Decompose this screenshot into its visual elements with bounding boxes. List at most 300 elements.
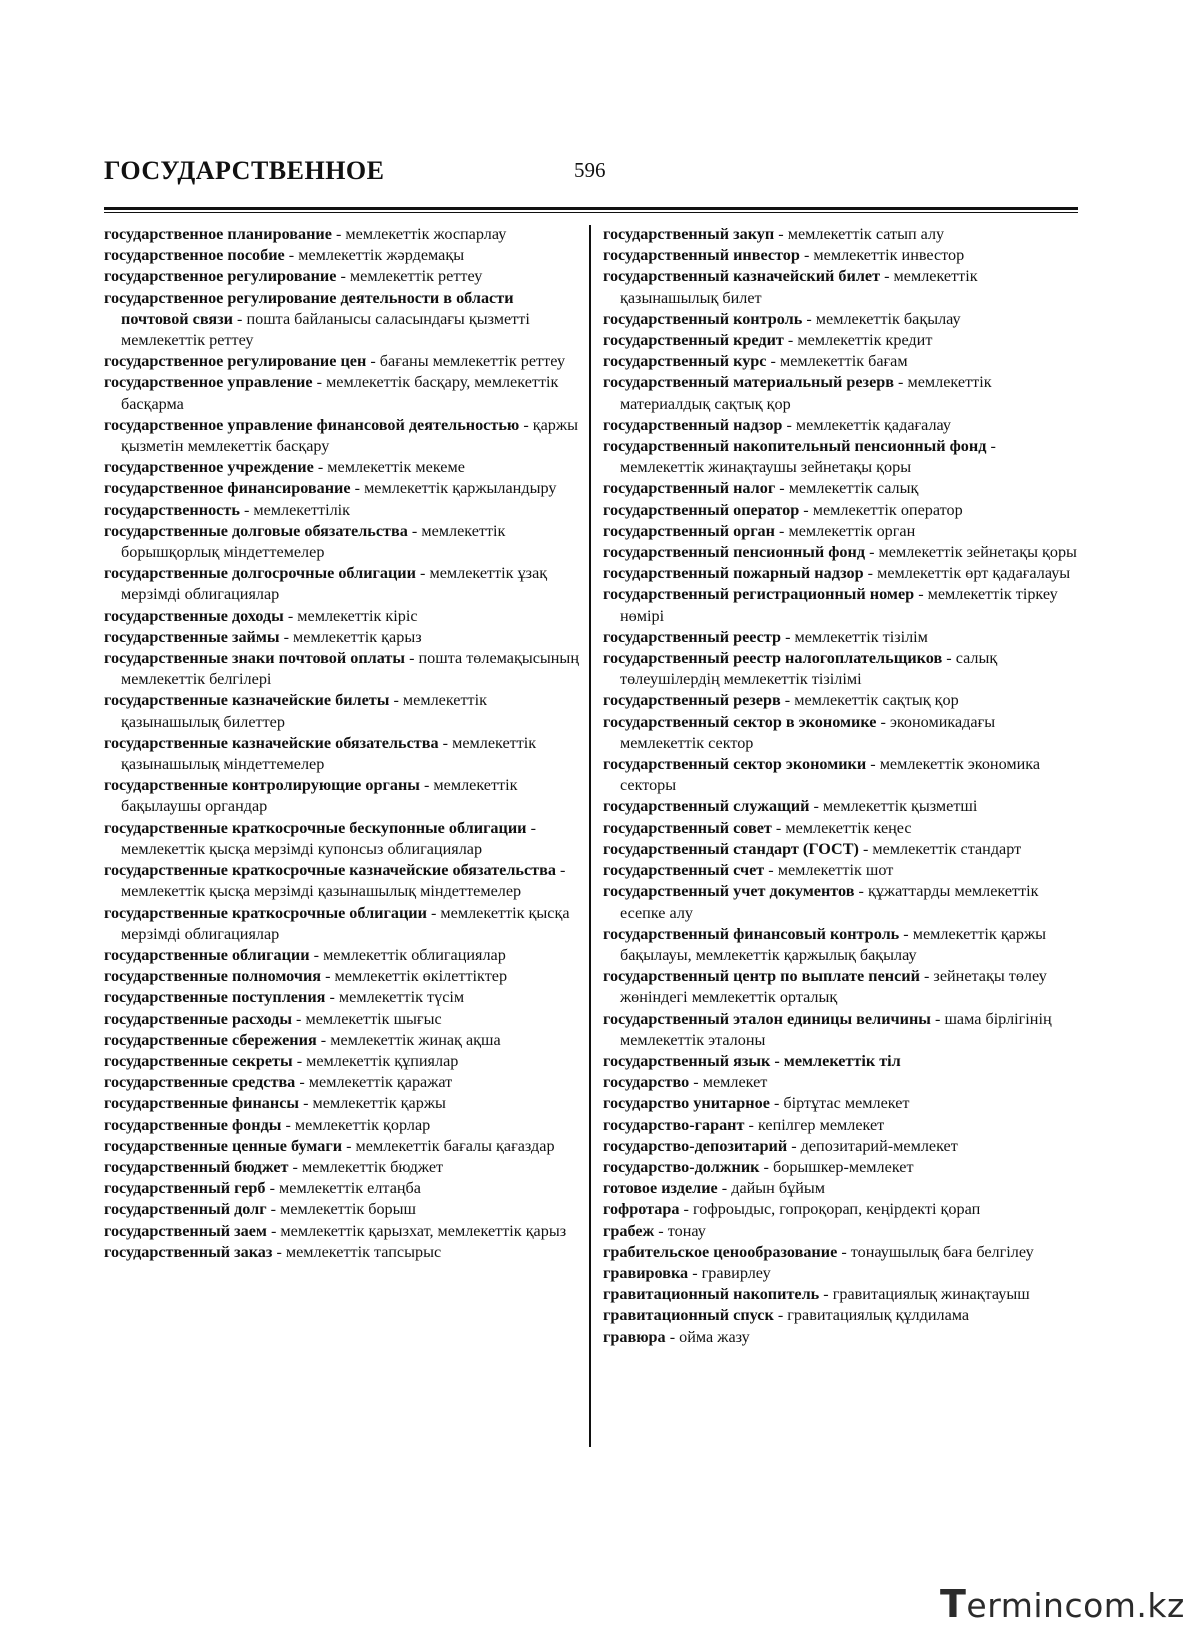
entry-separator: -	[919, 967, 934, 986]
dictionary-entry	[603, 563, 1079, 584]
dictionary-entry	[104, 1136, 582, 1157]
entry-translation: мемлекеттік борыш	[280, 1200, 416, 1219]
entry-translation: мемлекеттік сақтық қор	[794, 691, 959, 710]
entry-separator: -	[309, 945, 324, 964]
entry-term: государство	[603, 1073, 690, 1092]
entry-separator: -	[764, 861, 778, 880]
entry-term: государственные расходы	[104, 1009, 292, 1028]
entry-separator: -	[312, 373, 327, 392]
dictionary-entry	[603, 648, 1079, 690]
entry-translation: зейнетақы төлеу жөніндегі мемлекеттік орталық	[620, 967, 1047, 1007]
dictionary-entry	[104, 1009, 582, 1030]
dictionary-entry	[603, 1199, 1079, 1220]
entry-separator: -	[288, 1157, 302, 1176]
entry-translation: мемлекеттік елтаңба	[279, 1179, 421, 1198]
entry-separator: -	[837, 1242, 851, 1261]
entry-translation: мемлекеттік салық	[788, 479, 919, 498]
dictionary-entry	[603, 309, 1079, 330]
entry-translation: мемлекеттік ұзақ мерзімді облигациялар	[121, 564, 548, 604]
entry-translation: мемлекеттік жинақ ақша	[330, 1030, 501, 1049]
entry-translation: мемлекеттік стандарт	[872, 839, 1022, 858]
entry-separator: -	[407, 521, 422, 540]
dictionary-entry	[603, 351, 1079, 372]
entry-separator: -	[526, 818, 536, 837]
dictionary-entry	[104, 1072, 582, 1093]
entry-translation: мемлекеттік қызметші	[822, 797, 978, 816]
entry-translation: мемлекеттік тіркеу нөмірі	[620, 585, 1058, 625]
entry-separator: -	[769, 1094, 784, 1113]
entry-separator: -	[321, 967, 335, 986]
dictionary-entry	[104, 775, 582, 817]
dictionary-entry	[603, 1242, 1079, 1263]
entry-separator: -	[272, 1242, 286, 1261]
dictionary-entry	[104, 245, 582, 266]
entry-separator: -	[555, 861, 566, 880]
dictionary-entry	[603, 924, 1079, 966]
entry-translation: мемлекеттік кіріс	[297, 606, 418, 625]
entry-translation: мемлекеттік мекеме	[327, 458, 465, 477]
dictionary-entry	[603, 245, 1079, 266]
entry-translation: мемлекеттік жәрдемақы	[298, 246, 465, 265]
dictionary-entry	[603, 1136, 1079, 1157]
entry-translation: мемлекеттік кредит	[797, 331, 933, 350]
entry-translation: мемлекеттік бақылау	[815, 309, 961, 328]
entry-separator: -	[744, 1115, 758, 1134]
dictionary-entry	[603, 436, 1079, 478]
entry-translation: гравитациялық құлдилама	[787, 1306, 970, 1325]
entry-separator: -	[858, 839, 873, 858]
dictionary-entry	[603, 1305, 1079, 1326]
entry-term: государство-гарант	[603, 1115, 745, 1134]
entry-term: государственное регулирование	[104, 267, 337, 286]
entry-translation: мемлекеттік борышқорлық міндеттемелер	[121, 521, 506, 562]
entry-translation: мемлекеттік қаржыландыру	[364, 479, 557, 498]
entry-translation: мемлекеттік инвестор	[813, 246, 965, 265]
entry-term: государственный кредит	[603, 331, 784, 350]
entry-separator: -	[419, 776, 434, 795]
left-column	[104, 224, 582, 1263]
entry-separator: -	[239, 500, 254, 519]
entry-translation: салық төлеушілердің мемлекеттік тізілімі	[620, 649, 998, 689]
watermark-logo-letter: T	[940, 1582, 967, 1626]
entry-translation: мемлекеттік түсім	[338, 988, 465, 1007]
entry-term: государство унитарное	[603, 1094, 770, 1113]
entry-term: государственные фонды	[104, 1115, 282, 1134]
dictionary-entry	[104, 1051, 582, 1072]
entry-translation: мемлекеттік экономика секторы	[620, 755, 1041, 795]
entry-term: государственный пенсионный фонд	[603, 543, 866, 562]
entry-translation: гофроыдыс, гопроқорап, кеңірдекті қорап	[692, 1200, 981, 1219]
entry-translation: құжаттарды мемлекеттік есепке алу	[620, 882, 1039, 922]
entry-term: государственный оператор	[603, 500, 800, 519]
entry-term: государственные долгосрочные облигации	[104, 564, 416, 583]
entry-term: государственный эталон единицы величины	[603, 1009, 931, 1028]
entry-separator: -	[775, 479, 789, 498]
dictionary-entry	[104, 478, 582, 499]
entry-translation: мемлекеттік қазынашылық міндеттемелер	[121, 733, 537, 774]
dictionary-entry	[603, 1009, 1079, 1051]
entry-separator: -	[266, 1200, 281, 1219]
dictionary-entry	[104, 966, 582, 987]
entry-translation: гравитациялық жинақтауыш	[832, 1285, 1030, 1304]
entry-translation: мемлекеттілік	[253, 500, 351, 519]
entry-term: государственные займы	[104, 627, 280, 646]
entry-separator: -	[325, 988, 339, 1007]
dictionary-entry	[603, 1263, 1079, 1284]
entry-term: государственный совет	[603, 818, 772, 837]
entry-separator: -	[773, 1306, 788, 1325]
dictionary-entry	[104, 733, 582, 775]
entry-term: государственный сектор в экономике	[603, 712, 877, 731]
entry-term: государственные сбережения	[104, 1030, 317, 1049]
entry-separator: -	[291, 1009, 306, 1028]
dictionary-entry	[104, 500, 582, 521]
entry-translation: депозитарий-мемлекет	[800, 1136, 958, 1155]
dictionary-entry	[603, 818, 1079, 839]
entry-separator: -	[283, 606, 298, 625]
entry-separator: -	[331, 225, 346, 243]
entry-translation: мемлекеттік қаржы бақылауы, мемлекеттік қаржылық бақылау	[620, 924, 1047, 964]
entry-separator: -	[787, 1136, 801, 1155]
entry-term: грабеж	[603, 1221, 655, 1240]
dictionary-entry	[104, 1178, 582, 1199]
entry-translation: мемлекеттік оператор	[812, 500, 963, 519]
entry-translation: мемлекеттік шығыс	[305, 1009, 442, 1028]
entry-term: государственные полномочия	[104, 967, 322, 986]
entry-translation: борышкер-мемлекет	[772, 1157, 914, 1176]
dictionary-entry	[104, 690, 582, 732]
entry-translation: тонаушылық баға белгілеу	[850, 1242, 1034, 1261]
entry-term: государственное учреждение	[104, 458, 314, 477]
dictionary-entry	[104, 903, 582, 945]
entry-separator: -	[930, 1009, 945, 1028]
entry-term: государственный центр по выплате пенсий	[603, 967, 920, 986]
entry-term: государственность	[104, 500, 240, 519]
dictionary-entry	[603, 1157, 1079, 1178]
entry-translation: мемлекеттік қарыз	[293, 627, 422, 646]
entry-term: государственные ценные бумаги	[104, 1136, 343, 1155]
entry-separator: -	[771, 818, 786, 837]
entry-translation: мемлекеттік өкілеттіктер	[334, 967, 508, 986]
entry-term: государственный закуп	[603, 225, 775, 243]
entry-term: государственные поступления	[104, 988, 326, 1007]
entry-separator: -	[350, 479, 365, 498]
entry-separator: -	[942, 649, 956, 668]
entry-term: гравировка	[603, 1263, 689, 1282]
entry-term: государственный накопительный пенсионный фонд	[603, 437, 987, 456]
entry-term: грабительское ценообразование	[603, 1242, 838, 1261]
dictionary-entry	[104, 1199, 582, 1220]
entry-separator: -	[894, 373, 908, 392]
entry-term: государственные финансы	[104, 1094, 300, 1113]
right-column	[603, 224, 1079, 1348]
entry-term: государственный реестр	[603, 627, 782, 646]
entry-term: государственный материальный резерв	[603, 373, 894, 392]
dictionary-entry	[603, 1284, 1079, 1305]
entry-term: государственное регулирование деятельности в области почтовой связи	[104, 288, 514, 328]
dictionary-entry	[603, 415, 1079, 436]
entry-separator: -	[876, 712, 890, 731]
entry-translation: пошта байланысы саласындағы қызметті мемлекеттік реттеу	[121, 309, 530, 350]
entry-translation: мемлекеттік облигациялар	[323, 945, 506, 964]
entry-translation: мемлекеттік қысқа мерзімді қазынашылық міндеттемелер	[121, 882, 522, 901]
dictionary-entry	[603, 500, 1079, 521]
entry-separator: -	[819, 1285, 833, 1304]
entry-term: государственные краткосрочные казначейские обязательства	[104, 861, 556, 880]
entry-term: государственный служащий	[603, 797, 810, 816]
entry-translation: қаржы қызметін мемлекеттік басқару	[121, 415, 578, 456]
dictionary-entry	[104, 987, 582, 1008]
entry-term: государственный надзор	[603, 415, 783, 434]
dictionary-entry	[104, 606, 582, 627]
entry-term: государственное управление	[104, 373, 313, 392]
entry-separator: -	[914, 585, 928, 604]
dictionary-entry	[104, 1221, 582, 1242]
entry-term: государственные краткосрочные бескупонные облигации	[104, 818, 527, 837]
watermark-logo	[940, 1582, 1185, 1626]
entry-separator: -	[809, 797, 823, 816]
dictionary-entry	[603, 1115, 1079, 1136]
entry-term: государство-депозитарий	[603, 1136, 788, 1155]
entry-term: государственный финансовый контроль	[603, 924, 900, 943]
dictionary-entry	[603, 330, 1079, 351]
dictionary-entry	[104, 266, 582, 287]
entry-separator: -	[865, 543, 879, 562]
entry-translation: кепілгер мемлекет	[757, 1115, 885, 1134]
dictionary-entry	[603, 690, 1079, 711]
entry-separator: -	[863, 564, 878, 583]
entry-separator: -	[336, 267, 350, 286]
entry-separator: -	[299, 1094, 313, 1113]
entry-term: государственные казначейские обязательства	[104, 733, 439, 752]
entry-translation: біртұтас мемлекет	[783, 1094, 910, 1113]
entry-separator: -	[799, 500, 813, 519]
entry-separator: -	[342, 1136, 356, 1155]
entry-separator: -	[519, 415, 533, 434]
entry-separator: -	[295, 1073, 309, 1092]
dictionary-entry	[104, 648, 582, 690]
entry-translation: шама бірлігінің мемлекеттік эталоны	[620, 1009, 1052, 1049]
dictionary-entry	[603, 266, 1079, 308]
entry-translation: мемлекеттік бағам	[779, 352, 908, 371]
dictionary-entry	[104, 1157, 582, 1178]
dictionary-entry	[603, 584, 1079, 626]
entry-translation: мемлекеттік құпиялар	[306, 1051, 459, 1070]
entry-translation: дайын бұйым	[731, 1179, 825, 1198]
entry-separator: -	[366, 352, 380, 371]
dictionary-entry	[603, 754, 1079, 796]
entry-separator: -	[265, 1179, 280, 1198]
entry-translation: мемлекет	[702, 1073, 768, 1092]
dictionary-entry	[603, 1221, 1079, 1242]
entry-separator: -	[316, 1030, 331, 1049]
entry-term: государственные средства	[104, 1073, 296, 1092]
entry-separator: -	[426, 903, 441, 922]
dictionary-entry	[603, 627, 1079, 648]
entry-separator: -	[986, 437, 996, 456]
dictionary-entry	[603, 1178, 1079, 1199]
entry-term: государственный сектор экономики	[603, 755, 867, 774]
entry-separator: -	[774, 225, 788, 243]
dictionary-entry	[104, 224, 582, 245]
entry-separator: -	[799, 246, 814, 265]
dictionary-entry	[603, 521, 1079, 542]
dictionary-entry	[603, 478, 1079, 499]
entry-term: государственные долговые обязательства	[104, 521, 408, 540]
entry-separator: -	[281, 1115, 295, 1134]
entry-term: государственный заказ	[104, 1242, 273, 1261]
entry-separator: -	[774, 521, 789, 540]
entry-translation: пошта төлемақысының мемлекеттік белгілері	[121, 649, 579, 689]
dictionary-entry	[603, 860, 1079, 881]
entry-translation: мемлекеттік материалдық сақтық қор	[620, 373, 992, 413]
entry-translation: тонау	[667, 1221, 706, 1240]
header-rule-thin	[104, 212, 1078, 213]
entry-term: гофротара	[603, 1200, 680, 1219]
header-rule	[104, 207, 1078, 210]
column-divider	[589, 225, 591, 1447]
entry-translation: мемлекеттік тапсырыс	[285, 1242, 442, 1261]
entry-translation: мемлекеттік бюджет	[301, 1157, 444, 1176]
entry-separator: -	[284, 246, 299, 265]
entry-translation: мемлекеттік қадағалау	[795, 415, 952, 434]
entry-term: гравитационный накопитель	[603, 1285, 820, 1304]
dictionary-entry	[104, 415, 582, 457]
entry-term: государственное финансирование	[104, 479, 351, 498]
entry-separator: -	[389, 691, 403, 710]
entry-separator: -	[802, 309, 816, 328]
entry-translation: бағаны мемлекеттік реттеу	[379, 352, 566, 371]
entry-term: государственный резерв	[603, 691, 781, 710]
entry-separator: -	[759, 1157, 773, 1176]
entry-term: государственный налог	[603, 479, 776, 498]
dictionary-entry	[104, 563, 582, 605]
dictionary-entry	[104, 818, 582, 860]
entry-translation: мемлекеттік бақылаушы органдар	[121, 776, 518, 816]
dictionary-entry	[603, 1051, 1079, 1072]
entry-term: государственный пожарный надзор	[603, 564, 864, 583]
entry-translation: ойма жазу	[679, 1327, 750, 1346]
running-header: ГОСУДАРСТВЕННОЕ	[104, 156, 385, 185]
entry-term: государственный язык - мемлекеттік тіл	[603, 1051, 901, 1070]
entry-translation: мемлекеттік өрт қадағалауы	[877, 564, 1071, 583]
entry-term: государственные секреты	[104, 1051, 293, 1070]
entry-separator: -	[405, 649, 419, 668]
entry-translation: мемлекеттік қаржы	[312, 1094, 446, 1113]
entry-translation: гравирлеу	[701, 1263, 771, 1282]
dictionary-entry	[603, 1093, 1079, 1114]
entry-separator: -	[415, 564, 430, 583]
dictionary-entry	[104, 372, 582, 414]
entry-separator: -	[679, 1200, 693, 1219]
entry-separator: -	[717, 1179, 732, 1198]
entry-separator: -	[766, 352, 780, 371]
entry-term: государственный реестр налогоплательщиков	[603, 649, 943, 668]
entry-translation: мемлекеттік қарызхат, мемлекеттік қарыз	[280, 1221, 567, 1240]
entry-term: государственные знаки почтовой оплаты	[104, 649, 406, 668]
entry-translation: мемлекеттік зейнетақы қоры	[878, 543, 1077, 562]
entry-translation: мемлекеттік қысқа мерзімді облигациялар	[121, 903, 570, 943]
entry-separator: -	[232, 309, 247, 328]
entry-term: государственный счет	[603, 861, 765, 880]
entry-term: государство-должник	[603, 1157, 760, 1176]
entry-term: государственный бюджет	[104, 1157, 289, 1176]
entry-separator: -	[654, 1221, 668, 1240]
entry-term: государственные контролирующие органы	[104, 776, 420, 795]
entry-term: гравюра	[603, 1327, 666, 1346]
dictionary-entry	[603, 372, 1079, 414]
entry-translation: экономикадағы мемлекеттік сектор	[620, 712, 996, 752]
entry-term: государственный учет документов	[603, 882, 855, 901]
dictionary-entry	[104, 860, 582, 902]
entry-term: государственные краткосрочные облигации	[104, 903, 427, 922]
entry-translation: мемлекеттік кеңес	[785, 818, 912, 837]
dictionary-entry	[104, 945, 582, 966]
dictionary-entry	[104, 288, 582, 352]
entry-separator: -	[780, 691, 795, 710]
entry-term: государственное пособие	[104, 246, 285, 265]
entry-term: государственный стандарт (ГОСТ)	[603, 839, 859, 858]
entry-term: государственный герб	[104, 1179, 266, 1198]
entry-translation: мемлекеттік сатып алу	[787, 225, 945, 243]
entry-separator: -	[783, 331, 798, 350]
dictionary-entry	[104, 1115, 582, 1136]
entry-translation: мемлекеттік орган	[788, 521, 916, 540]
entry-separator: -	[292, 1051, 307, 1070]
entry-term: государственный долг	[104, 1200, 267, 1219]
entry-separator: -	[266, 1221, 281, 1240]
entry-term: государственный курс	[603, 352, 767, 371]
dictionary-entry	[104, 1242, 582, 1263]
dictionary-entry	[104, 521, 582, 563]
entry-translation: мемлекеттік қазынашылық билет	[620, 267, 978, 307]
entry-translation: мемлекеттік басқару, мемлекеттік басқарма	[121, 373, 559, 413]
dictionary-entry	[104, 1030, 582, 1051]
entry-term: государственное управление финансовой деятельностью	[104, 415, 520, 434]
entry-term: государственный контроль	[603, 309, 803, 328]
entry-separator: -	[782, 415, 796, 434]
dictionary-entry	[603, 224, 1079, 245]
entry-term: готовое изделие	[603, 1179, 718, 1198]
entry-term: государственный регистрационный номер	[603, 585, 915, 604]
entry-translation: мемлекеттік жоспарлау	[345, 225, 507, 243]
entry-term: государственные казначейские билеты	[104, 691, 390, 710]
dictionary-entry	[104, 1093, 582, 1114]
entry-separator: -	[880, 267, 894, 286]
dictionary-entry	[603, 796, 1079, 817]
entry-separator: -	[438, 733, 453, 752]
dictionary-entry	[603, 881, 1079, 923]
entry-separator: -	[279, 627, 294, 646]
entry-translation: мемлекеттік шот	[777, 861, 894, 880]
entry-separator: -	[866, 755, 880, 774]
entry-separator: -	[688, 1263, 702, 1282]
entry-separator: -	[313, 458, 328, 477]
entry-term: государственный орган	[603, 521, 775, 540]
entry-translation: мемлекеттік бағалы қағаздар	[355, 1136, 555, 1155]
dictionary-entry	[603, 1327, 1079, 1348]
dictionary-entry	[603, 712, 1079, 754]
entry-translation: мемлекеттік реттеу	[349, 267, 483, 286]
entry-translation: мемлекеттік жинақтаушы зейнетақы қоры	[620, 458, 912, 477]
entry-translation: мемлекеттік қысқа мерзімді купонсыз облигациялар	[121, 839, 483, 858]
entry-translation: мемлекеттік қорлар	[294, 1115, 431, 1134]
entry-separator: -	[854, 882, 868, 901]
entry-term: государственный инвестор	[603, 246, 800, 265]
dictionary-entry	[603, 839, 1079, 860]
dictionary-entry	[104, 457, 582, 478]
dictionary-entry	[104, 627, 582, 648]
